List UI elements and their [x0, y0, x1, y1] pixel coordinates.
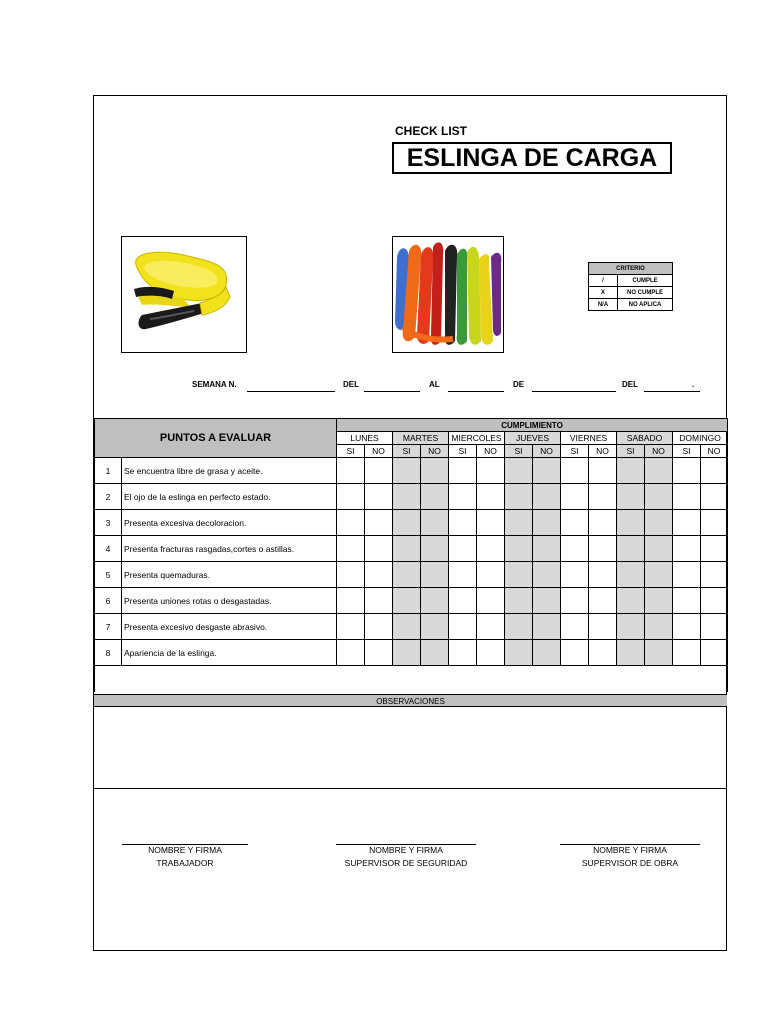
check-cell-si[interactable] — [505, 588, 533, 614]
from-label: DEL — [343, 380, 359, 389]
check-cell-si[interactable] — [393, 640, 421, 666]
year-label: DEL — [622, 380, 638, 389]
criteria-symbol: X — [589, 287, 618, 299]
check-cell-no[interactable] — [421, 614, 449, 640]
item-description: Se encuentra libre de grasa y aceite. — [122, 458, 337, 484]
check-cell-si[interactable] — [393, 588, 421, 614]
table-row — [95, 640, 728, 666]
check-cell-si[interactable] — [673, 588, 701, 614]
signature-role: SUPERVISOR DE SEGURIDAD — [344, 858, 468, 868]
check-cell-no[interactable] — [477, 562, 505, 588]
criteria-title: CRITERIO — [589, 263, 673, 275]
check-cell-no[interactable] — [645, 536, 673, 562]
check-cell-si[interactable] — [505, 458, 533, 484]
day-no-header: NO — [645, 445, 673, 458]
check-cell-si[interactable] — [449, 562, 477, 588]
week-number-field[interactable] — [247, 391, 335, 392]
day-header-domingo: DOMINGO — [673, 432, 728, 445]
check-cell-si[interactable] — [337, 562, 365, 588]
check-cell-si[interactable] — [561, 458, 589, 484]
item-description: Presenta fracturas rasgadas,cortes o astillas. — [122, 536, 337, 562]
check-cell-no[interactable] — [589, 510, 617, 536]
observations-divider — [94, 788, 727, 789]
check-cell-no[interactable] — [701, 614, 728, 640]
check-cell-si[interactable] — [617, 640, 645, 666]
check-cell-si[interactable] — [337, 614, 365, 640]
check-cell-no[interactable] — [477, 588, 505, 614]
day-no-header: NO — [421, 445, 449, 458]
check-cell-no[interactable] — [533, 562, 561, 588]
check-cell-no[interactable] — [701, 536, 728, 562]
table-row — [95, 588, 728, 614]
item-number: 4 — [95, 536, 122, 562]
signature-role: TRABAJADOR — [156, 858, 214, 868]
checklist-sheet — [93, 95, 727, 951]
colored-slings-image — [392, 236, 504, 353]
item-number: 7 — [95, 614, 122, 640]
day-header-jueves: JUEVES — [505, 432, 561, 445]
blank-row — [95, 666, 728, 693]
check-cell-si[interactable] — [449, 588, 477, 614]
item-description: Presenta excesivo desgaste abrasivo. — [122, 614, 337, 640]
check-cell-no[interactable] — [645, 588, 673, 614]
check-cell-si[interactable] — [673, 510, 701, 536]
year-field[interactable] — [644, 391, 700, 392]
check-cell-si[interactable] — [449, 536, 477, 562]
check-cell-no[interactable] — [421, 562, 449, 588]
check-cell-si[interactable] — [561, 510, 589, 536]
check-cell-no[interactable] — [365, 562, 393, 588]
day-si-header: SI — [449, 445, 477, 458]
check-cell-no[interactable] — [589, 614, 617, 640]
day-header-sabado: SABADO — [617, 432, 673, 445]
signature-label: NOMBRE Y FIRMA — [369, 845, 443, 855]
from-date-field[interactable] — [364, 391, 420, 392]
item-description: El ojo de la eslinga en perfecto estado. — [122, 484, 337, 510]
check-cell-si[interactable] — [617, 588, 645, 614]
check-cell-si[interactable] — [393, 562, 421, 588]
item-description: Presenta excesiva decoloracion. — [122, 510, 337, 536]
item-number: 8 — [95, 640, 122, 666]
criteria-row — [589, 287, 673, 299]
check-cell-si[interactable] — [337, 510, 365, 536]
check-cell-no[interactable] — [477, 536, 505, 562]
check-cell-no[interactable] — [645, 562, 673, 588]
table-row — [95, 536, 728, 562]
check-cell-si[interactable] — [449, 510, 477, 536]
check-cell-si[interactable] — [393, 484, 421, 510]
day-no-header: NO — [701, 445, 728, 458]
check-cell-si[interactable] — [337, 588, 365, 614]
check-cell-no[interactable] — [701, 458, 728, 484]
check-cell-no[interactable] — [589, 562, 617, 588]
item-number: 6 — [95, 588, 122, 614]
check-cell-si[interactable] — [449, 614, 477, 640]
check-cell-si[interactable] — [393, 510, 421, 536]
check-cell-no[interactable] — [645, 484, 673, 510]
check-cell-no[interactable] — [477, 458, 505, 484]
check-cell-si[interactable] — [505, 640, 533, 666]
signature-safety-supervisor — [326, 844, 486, 870]
day-si-header: SI — [337, 445, 365, 458]
check-cell-no[interactable] — [421, 536, 449, 562]
day-header-miercoles: MIERCOLES — [449, 432, 505, 445]
check-cell-si[interactable] — [505, 614, 533, 640]
check-cell-no[interactable] — [533, 484, 561, 510]
month-label: DE — [513, 380, 525, 389]
check-cell-si[interactable] — [561, 588, 589, 614]
day-si-header: SI — [617, 445, 645, 458]
check-cell-no[interactable] — [477, 614, 505, 640]
check-cell-si[interactable] — [617, 510, 645, 536]
blank-cell — [95, 666, 728, 693]
check-cell-no[interactable] — [589, 640, 617, 666]
check-cell-si[interactable] — [393, 614, 421, 640]
check-cell-no[interactable] — [645, 510, 673, 536]
criteria-symbol: / — [589, 275, 618, 287]
check-cell-no[interactable] — [365, 588, 393, 614]
table-row — [95, 614, 728, 640]
day-header-martes: MARTES — [393, 432, 449, 445]
criteria-label: CUMPLE — [618, 275, 673, 287]
check-cell-no[interactable] — [533, 536, 561, 562]
check-cell-no[interactable] — [701, 588, 728, 614]
check-cell-no[interactable] — [421, 640, 449, 666]
check-cell-no[interactable] — [589, 588, 617, 614]
item-number: 1 — [95, 458, 122, 484]
check-cell-si[interactable] — [673, 484, 701, 510]
check-cell-no[interactable] — [701, 484, 728, 510]
check-cell-no[interactable] — [645, 614, 673, 640]
table-row — [95, 510, 728, 536]
check-cell-no[interactable] — [701, 640, 728, 666]
day-no-header: NO — [533, 445, 561, 458]
check-cell-no[interactable] — [421, 484, 449, 510]
check-cell-si[interactable] — [673, 562, 701, 588]
evaluation-table — [94, 418, 728, 692]
to-label: AL — [429, 380, 440, 389]
check-cell-no[interactable] — [365, 458, 393, 484]
check-cell-si[interactable] — [337, 640, 365, 666]
yellow-sling-image — [121, 236, 247, 353]
observations-header: OBSERVACIONES — [94, 694, 727, 707]
check-cell-no[interactable] — [477, 484, 505, 510]
item-number: 5 — [95, 562, 122, 588]
criteria-label: NO APLICA — [618, 299, 673, 311]
item-description: Apariencia de la eslinga. — [122, 640, 337, 666]
check-cell-no[interactable] — [365, 510, 393, 536]
check-cell-no[interactable] — [421, 588, 449, 614]
day-si-header: SI — [673, 445, 701, 458]
checklist-subtitle: CHECK LIST — [395, 124, 467, 138]
check-cell-si[interactable] — [337, 536, 365, 562]
check-cell-no[interactable] — [365, 536, 393, 562]
item-description: Presenta uniones rotas o desgastadas. — [122, 588, 337, 614]
check-cell-si[interactable] — [673, 640, 701, 666]
day-no-header: NO — [477, 445, 505, 458]
day-header-viernes: VIERNES — [561, 432, 617, 445]
check-cell-no[interactable] — [533, 588, 561, 614]
check-cell-no[interactable] — [701, 562, 728, 588]
cumplimiento-header: CUMPLIMIENTO — [337, 419, 728, 432]
criteria-row — [589, 299, 673, 311]
criteria-legend — [588, 262, 673, 311]
check-cell-si[interactable] — [561, 536, 589, 562]
table-row — [95, 458, 728, 484]
day-si-header: SI — [505, 445, 533, 458]
check-cell-si[interactable] — [673, 458, 701, 484]
day-header-lunes: LUNES — [337, 432, 393, 445]
check-cell-no[interactable] — [533, 458, 561, 484]
check-cell-si[interactable] — [561, 614, 589, 640]
document-title: ESLINGA DE CARGA — [392, 142, 672, 174]
signature-label: NOMBRE Y FIRMA — [593, 845, 667, 855]
check-cell-no[interactable] — [533, 640, 561, 666]
signature-role: SUPERVISOR DE OBRA — [581, 858, 679, 868]
check-cell-si[interactable] — [505, 536, 533, 562]
check-cell-si[interactable] — [505, 484, 533, 510]
item-number: 3 — [95, 510, 122, 536]
check-cell-no[interactable] — [533, 614, 561, 640]
check-cell-si[interactable] — [393, 458, 421, 484]
check-cell-no[interactable] — [645, 458, 673, 484]
puntos-header: PUNTOS A EVALUAR — [95, 419, 337, 458]
check-cell-si[interactable] — [673, 536, 701, 562]
check-cell-si[interactable] — [337, 484, 365, 510]
check-cell-si[interactable] — [561, 562, 589, 588]
check-cell-si[interactable] — [673, 614, 701, 640]
check-cell-no[interactable] — [365, 484, 393, 510]
month-field[interactable] — [532, 391, 616, 392]
check-cell-no[interactable] — [421, 510, 449, 536]
table-row — [95, 562, 728, 588]
check-cell-no[interactable] — [589, 458, 617, 484]
check-cell-no[interactable] — [477, 510, 505, 536]
check-cell-si[interactable] — [617, 614, 645, 640]
check-cell-no[interactable] — [365, 614, 393, 640]
check-cell-si[interactable] — [561, 640, 589, 666]
check-cell-si[interactable] — [617, 562, 645, 588]
check-cell-si[interactable] — [337, 458, 365, 484]
table-row — [95, 484, 728, 510]
check-cell-no[interactable] — [533, 510, 561, 536]
signature-site-supervisor — [550, 844, 710, 870]
check-cell-si[interactable] — [561, 484, 589, 510]
item-description: Presenta quemaduras. — [122, 562, 337, 588]
check-cell-si[interactable] — [449, 484, 477, 510]
check-cell-no[interactable] — [589, 484, 617, 510]
signature-label: NOMBRE Y FIRMA — [148, 845, 222, 855]
signature-worker — [122, 844, 248, 870]
observations-area[interactable] — [94, 707, 727, 788]
check-cell-no[interactable] — [701, 510, 728, 536]
check-cell-si[interactable] — [393, 536, 421, 562]
check-cell-no[interactable] — [645, 640, 673, 666]
check-cell-si[interactable] — [505, 562, 533, 588]
check-cell-no[interactable] — [421, 458, 449, 484]
check-cell-no[interactable] — [365, 640, 393, 666]
check-cell-si[interactable] — [617, 484, 645, 510]
day-no-header: NO — [589, 445, 617, 458]
criteria-symbol: N/A — [589, 299, 618, 311]
end-mark: . — [692, 380, 695, 389]
check-cell-no[interactable] — [477, 640, 505, 666]
day-si-header: SI — [393, 445, 421, 458]
check-cell-si[interactable] — [449, 640, 477, 666]
criteria-label: NO CUMPLE — [618, 287, 673, 299]
check-cell-si[interactable] — [505, 510, 533, 536]
check-cell-no[interactable] — [589, 536, 617, 562]
item-number: 2 — [95, 484, 122, 510]
check-cell-si[interactable] — [617, 536, 645, 562]
day-si-header: SI — [561, 445, 589, 458]
check-cell-si[interactable] — [617, 458, 645, 484]
to-date-field[interactable] — [448, 391, 504, 392]
day-no-header: NO — [365, 445, 393, 458]
check-cell-si[interactable] — [449, 458, 477, 484]
week-number-label: SEMANA N. — [192, 380, 237, 389]
criteria-row — [589, 275, 673, 287]
